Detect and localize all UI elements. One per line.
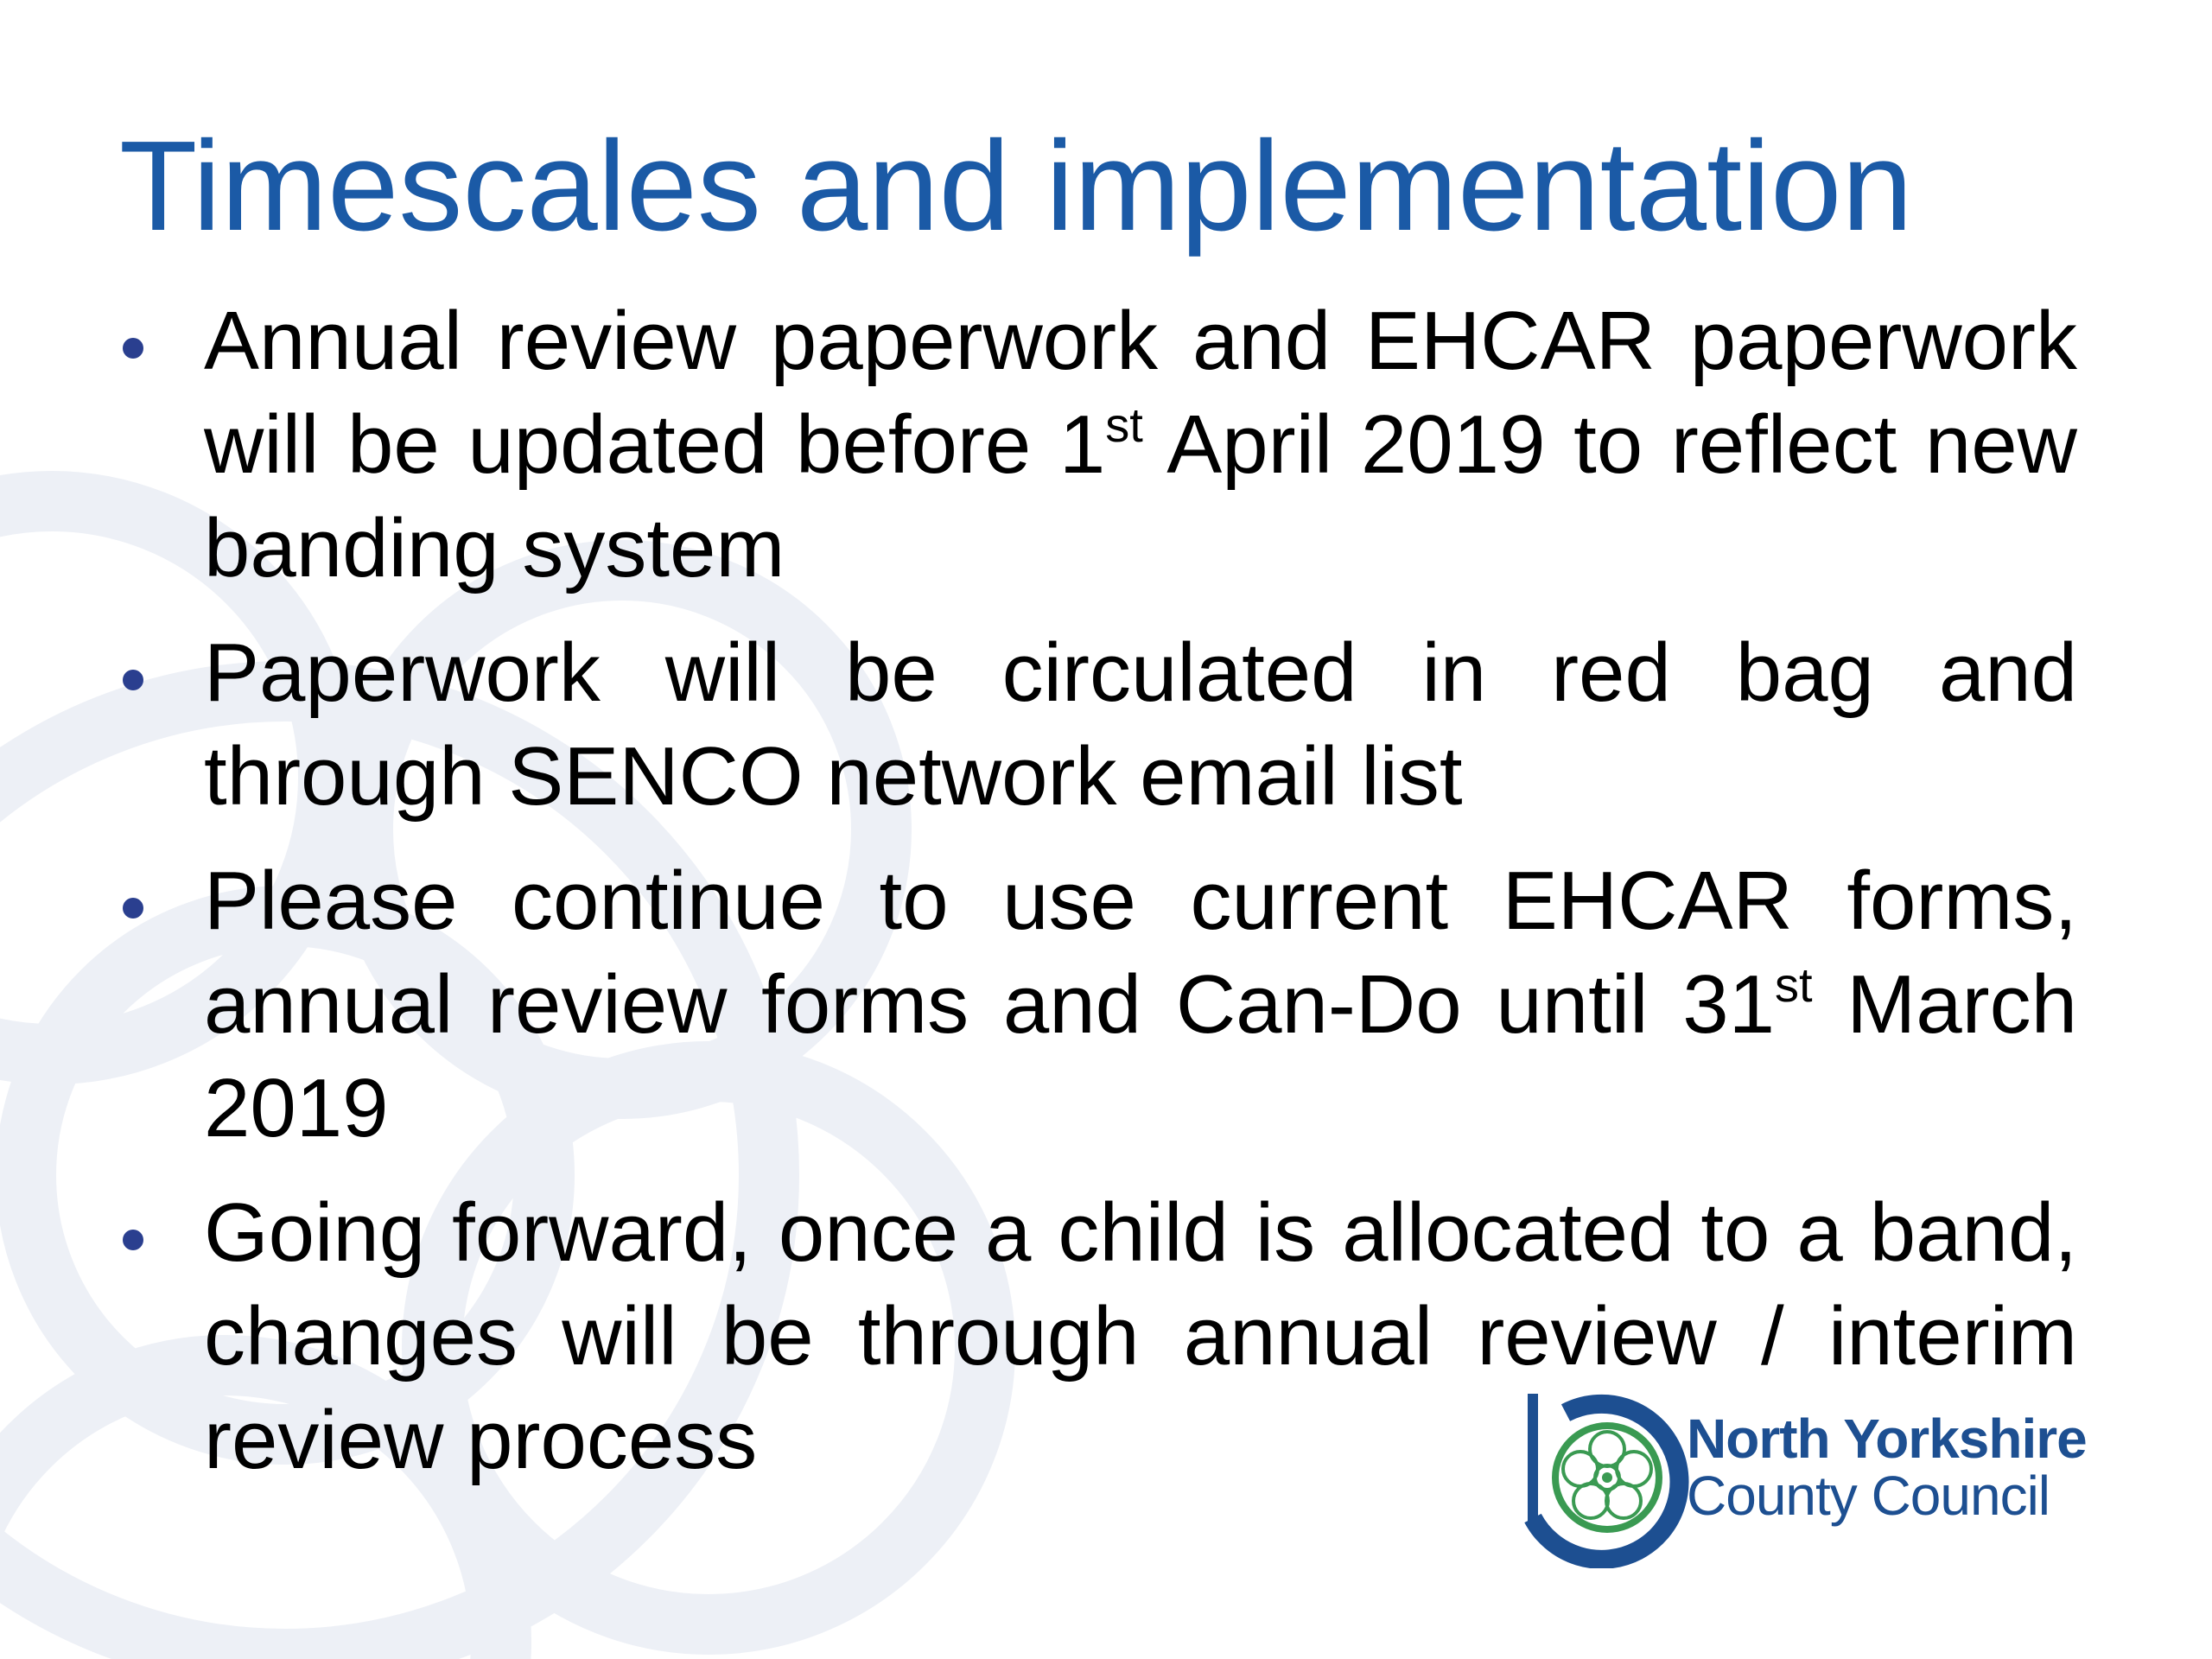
bullet-dot-icon <box>123 338 143 359</box>
bullet-text-part: Please continue to use current EHCAR forms, annual review forms and Can-Do until 31 <box>204 855 2077 1051</box>
bullet-item <box>119 849 2077 1160</box>
bullet-item <box>119 621 2077 829</box>
bullet-text <box>204 289 2077 601</box>
bullet-dot-icon <box>123 1230 143 1250</box>
white-rose-icon <box>1514 1387 1695 1568</box>
logo-line-1: North Yorkshire <box>1687 1408 2087 1470</box>
bullet-text-part: Going forward, once a child is allocated to a band, changes will be through annual review / interim review process <box>204 1186 2077 1486</box>
logo-line-2: County Council <box>1687 1465 2050 1527</box>
bullet-dot-icon <box>123 670 143 690</box>
bullet-list <box>119 289 2077 1513</box>
bullet-text-part: March 2019 <box>204 958 2078 1154</box>
ordinal-suffix: st <box>1774 957 1813 1012</box>
bullet-text <box>204 849 2077 1160</box>
bullet-text-part: Paperwork will be circulated in red bag and through SENCO network email list <box>204 626 2077 823</box>
bullet-dot-icon <box>123 898 143 918</box>
ordinal-suffix: st <box>1105 397 1143 452</box>
council-logo <box>1514 1387 2136 1568</box>
bullet-item <box>119 289 2077 601</box>
slide-title: Timescales and implementation <box>119 115 1913 257</box>
bullet-text <box>204 621 2077 829</box>
bullet-text-part: April 2019 to reflect new banding system <box>204 398 2078 594</box>
bullet-text-part: Annual review paperwork and EHCAR paperwork will be updated before 1 <box>204 295 2077 491</box>
